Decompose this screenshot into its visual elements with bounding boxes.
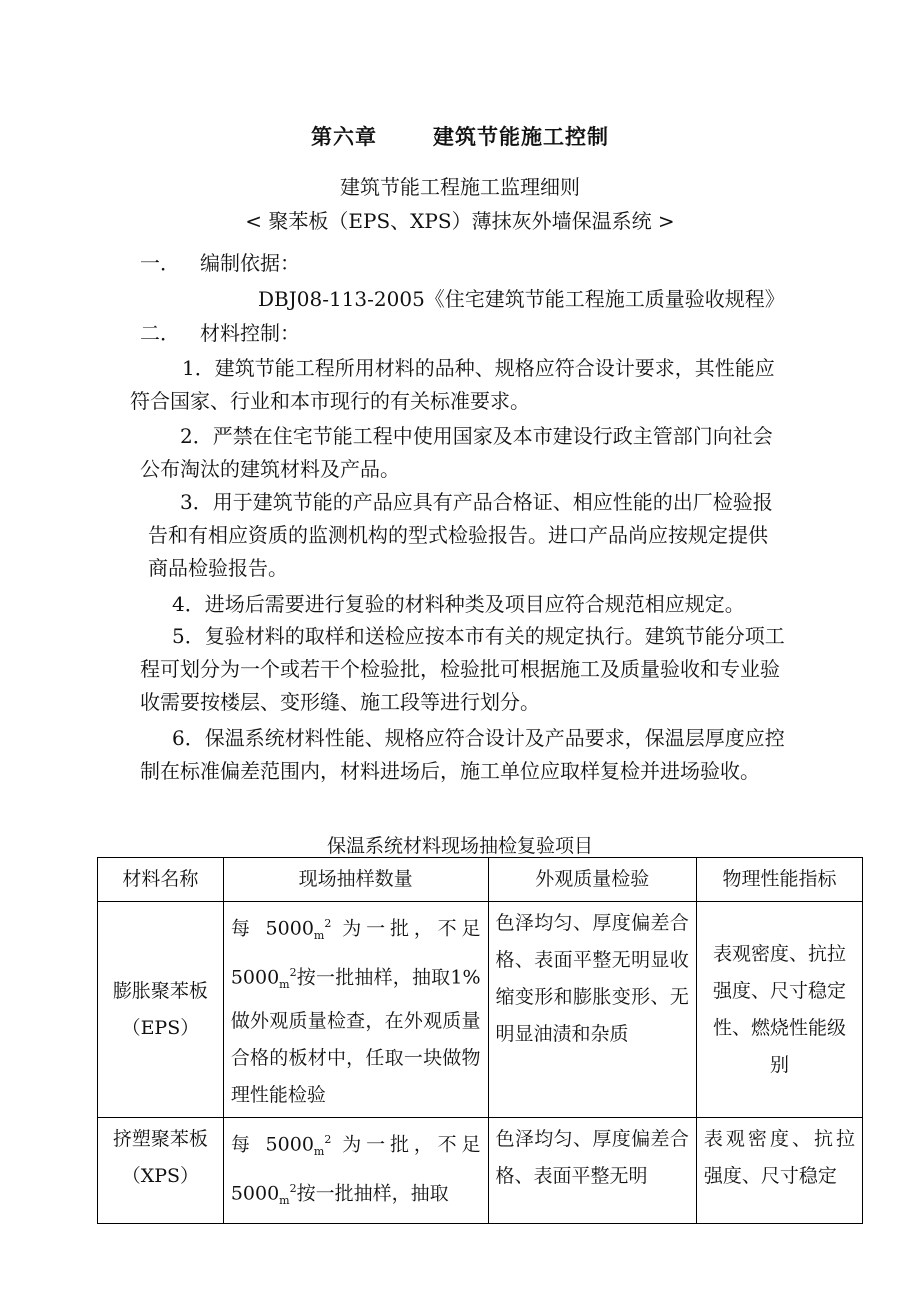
table-title: 保温系统材料现场抽检复验项目 [326,835,593,857]
unit-m: m [279,1194,290,1208]
unit-sup: 2 [324,917,332,930]
chapter-title: 建筑节能施工控制 [433,124,609,149]
sampling-text-a: 每 5000 [230,1133,314,1156]
unit-m: m [279,978,290,992]
item-4: 4．进场后需要进行复验的材料种类及项目应符合规范相应规定。 [172,592,745,616]
unit-m: m [313,929,325,943]
item-6: 6．保温系统材料性能、规格应符合设计及产品要求，保温层厚度应控制在标准偏差范围内，材料进场后，施工单位应取样复检并进场验收。 [140,726,785,783]
item-3: 3．用于建筑节能的产品应具有产品合格证、相应性能的出厂检验报告和有相应资质的监测机构的型式检验报告。进口产品尚应按规定提供商品检验报告。 [148,490,773,580]
unit-m: m [313,1145,325,1159]
row-sampling-quantity [223,1118,488,1223]
sampling-text-b: 为一批，不足 5000 [230,917,481,989]
item-2: 2．严禁在住宅节能工程中使用国家及本市建设行政主管部门向社会公布淘汰的建筑材料及产品。 [140,424,773,481]
item-1: 1．建筑节能工程所用材料的品种、规格应符合设计要求，其性能应符合国家、行业和本市现行的有关标准要求。 [130,356,775,413]
section-2-number: 二． [140,321,180,345]
sampling-text-b: 为一批，不足 5000 [230,1133,481,1205]
row-physical-properties: 表观密度、抗拉强度、尺寸稳定性、燃烧性能级别 [696,902,862,1118]
section-2-heading [140,317,300,346]
sampling-text-c: 按一批抽样，抽取1%做外观质量检查，在外观质量合格的板材中，任取一块做物理性能检验 [230,966,481,1107]
sampling-text-c: 按一批抽样，抽取 [296,1182,449,1205]
header-sampling-quantity: 现场抽样数量 [223,858,488,902]
table-header-row [98,858,863,902]
basis-standard: DBJ08-113-2005《住宅建筑节能工程施工质量验收规程》 [258,287,785,311]
unit-sup: 2 [289,1182,297,1196]
subtitle-system: < 聚苯板（EPS、XPS）薄抹灰外墙保温系统 > [245,209,675,233]
inspection-table [97,857,863,1224]
section-1-heading [140,247,300,276]
row-physical-properties: 表观密度、抗拉强度、尺寸稳定 [696,1118,862,1223]
chapter-heading [0,121,920,151]
row-appearance-inspection: 色泽均匀、厚度偏差合格、表面平整无明 [488,1118,696,1223]
section-2-title: 材料控制： [200,321,300,345]
unit-sup: 2 [289,966,297,980]
subtitle-main: 建筑节能工程施工监理细则 [340,175,580,199]
section-1-title: 编制依据： [200,251,300,275]
unit-sup: 2 [324,1133,332,1147]
sampling-text-a: 每 5000 [230,917,314,940]
row-material-name: 膨胀聚苯板（EPS） [98,902,224,1118]
row-appearance-inspection: 色泽均匀、厚度偏差合格、表面平整无明显收缩变形和膨胀变形、无明显油渍和杂质 [488,902,696,1118]
table-row [98,1118,863,1223]
header-material-name: 材料名称 [98,858,224,902]
row-sampling-quantity [223,902,488,1118]
table-row [98,902,863,1118]
header-physical-properties: 物理性能指标 [696,858,862,902]
row-material-name: 挤塑聚苯板（XPS） [98,1118,224,1223]
item-5: 5．复验材料的取样和送检应按本市有关的规定执行。建筑节能分项工程可划分为一个或若干个检验批，检验批可根据施工及质量验收和专业验收需要按楼层、变形缝、施工段等进行划分。 [140,624,785,714]
section-1-number: 一． [140,251,180,275]
header-appearance-inspection: 外观质量检验 [488,858,696,902]
chapter-number: 第六章 [311,124,377,149]
